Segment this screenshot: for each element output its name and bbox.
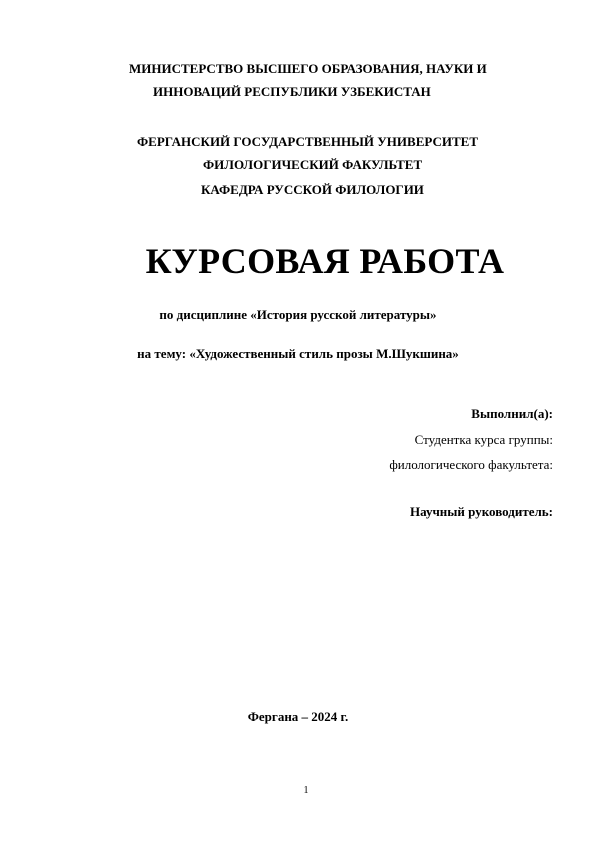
- ministry-line-2: ИННОВАЦИЙ РЕСПУБЛИКИ УЗБЕКИСТАН: [153, 84, 431, 99]
- student-faculty-line: филологического факультета:: [389, 457, 553, 472]
- document-title: КУРСОВАЯ РАБОТА: [145, 241, 505, 281]
- student-group-line: Студентка курса группы:: [414, 432, 553, 447]
- department-name: КАФЕДРА РУССКОЙ ФИЛОЛОГИИ: [201, 182, 424, 197]
- supervisor-label: Научный руководитель:: [410, 504, 553, 519]
- discipline-line: по дисциплине «История русской литературы»: [159, 307, 437, 322]
- performed-by-label: Выполнил(а):: [471, 406, 553, 421]
- university-name: ФЕРГАНСКИЙ ГОСУДАРСТВЕННЫЙ УНИВЕРСИТЕТ: [137, 134, 478, 149]
- page-number: 1: [303, 785, 309, 796]
- city-year: Фергана – 2024 г.: [247, 709, 349, 724]
- ministry-line-1: МИНИСТЕРСТВО ВЫСШЕГО ОБРАЗОВАНИЯ, НАУКИ И: [129, 61, 487, 76]
- topic-line: на тему: «Художественный стиль прозы М.Шукшина»: [137, 346, 459, 361]
- faculty-name: ФИЛОЛОГИЧЕСКИЙ ФАКУЛЬТЕТ: [203, 157, 423, 172]
